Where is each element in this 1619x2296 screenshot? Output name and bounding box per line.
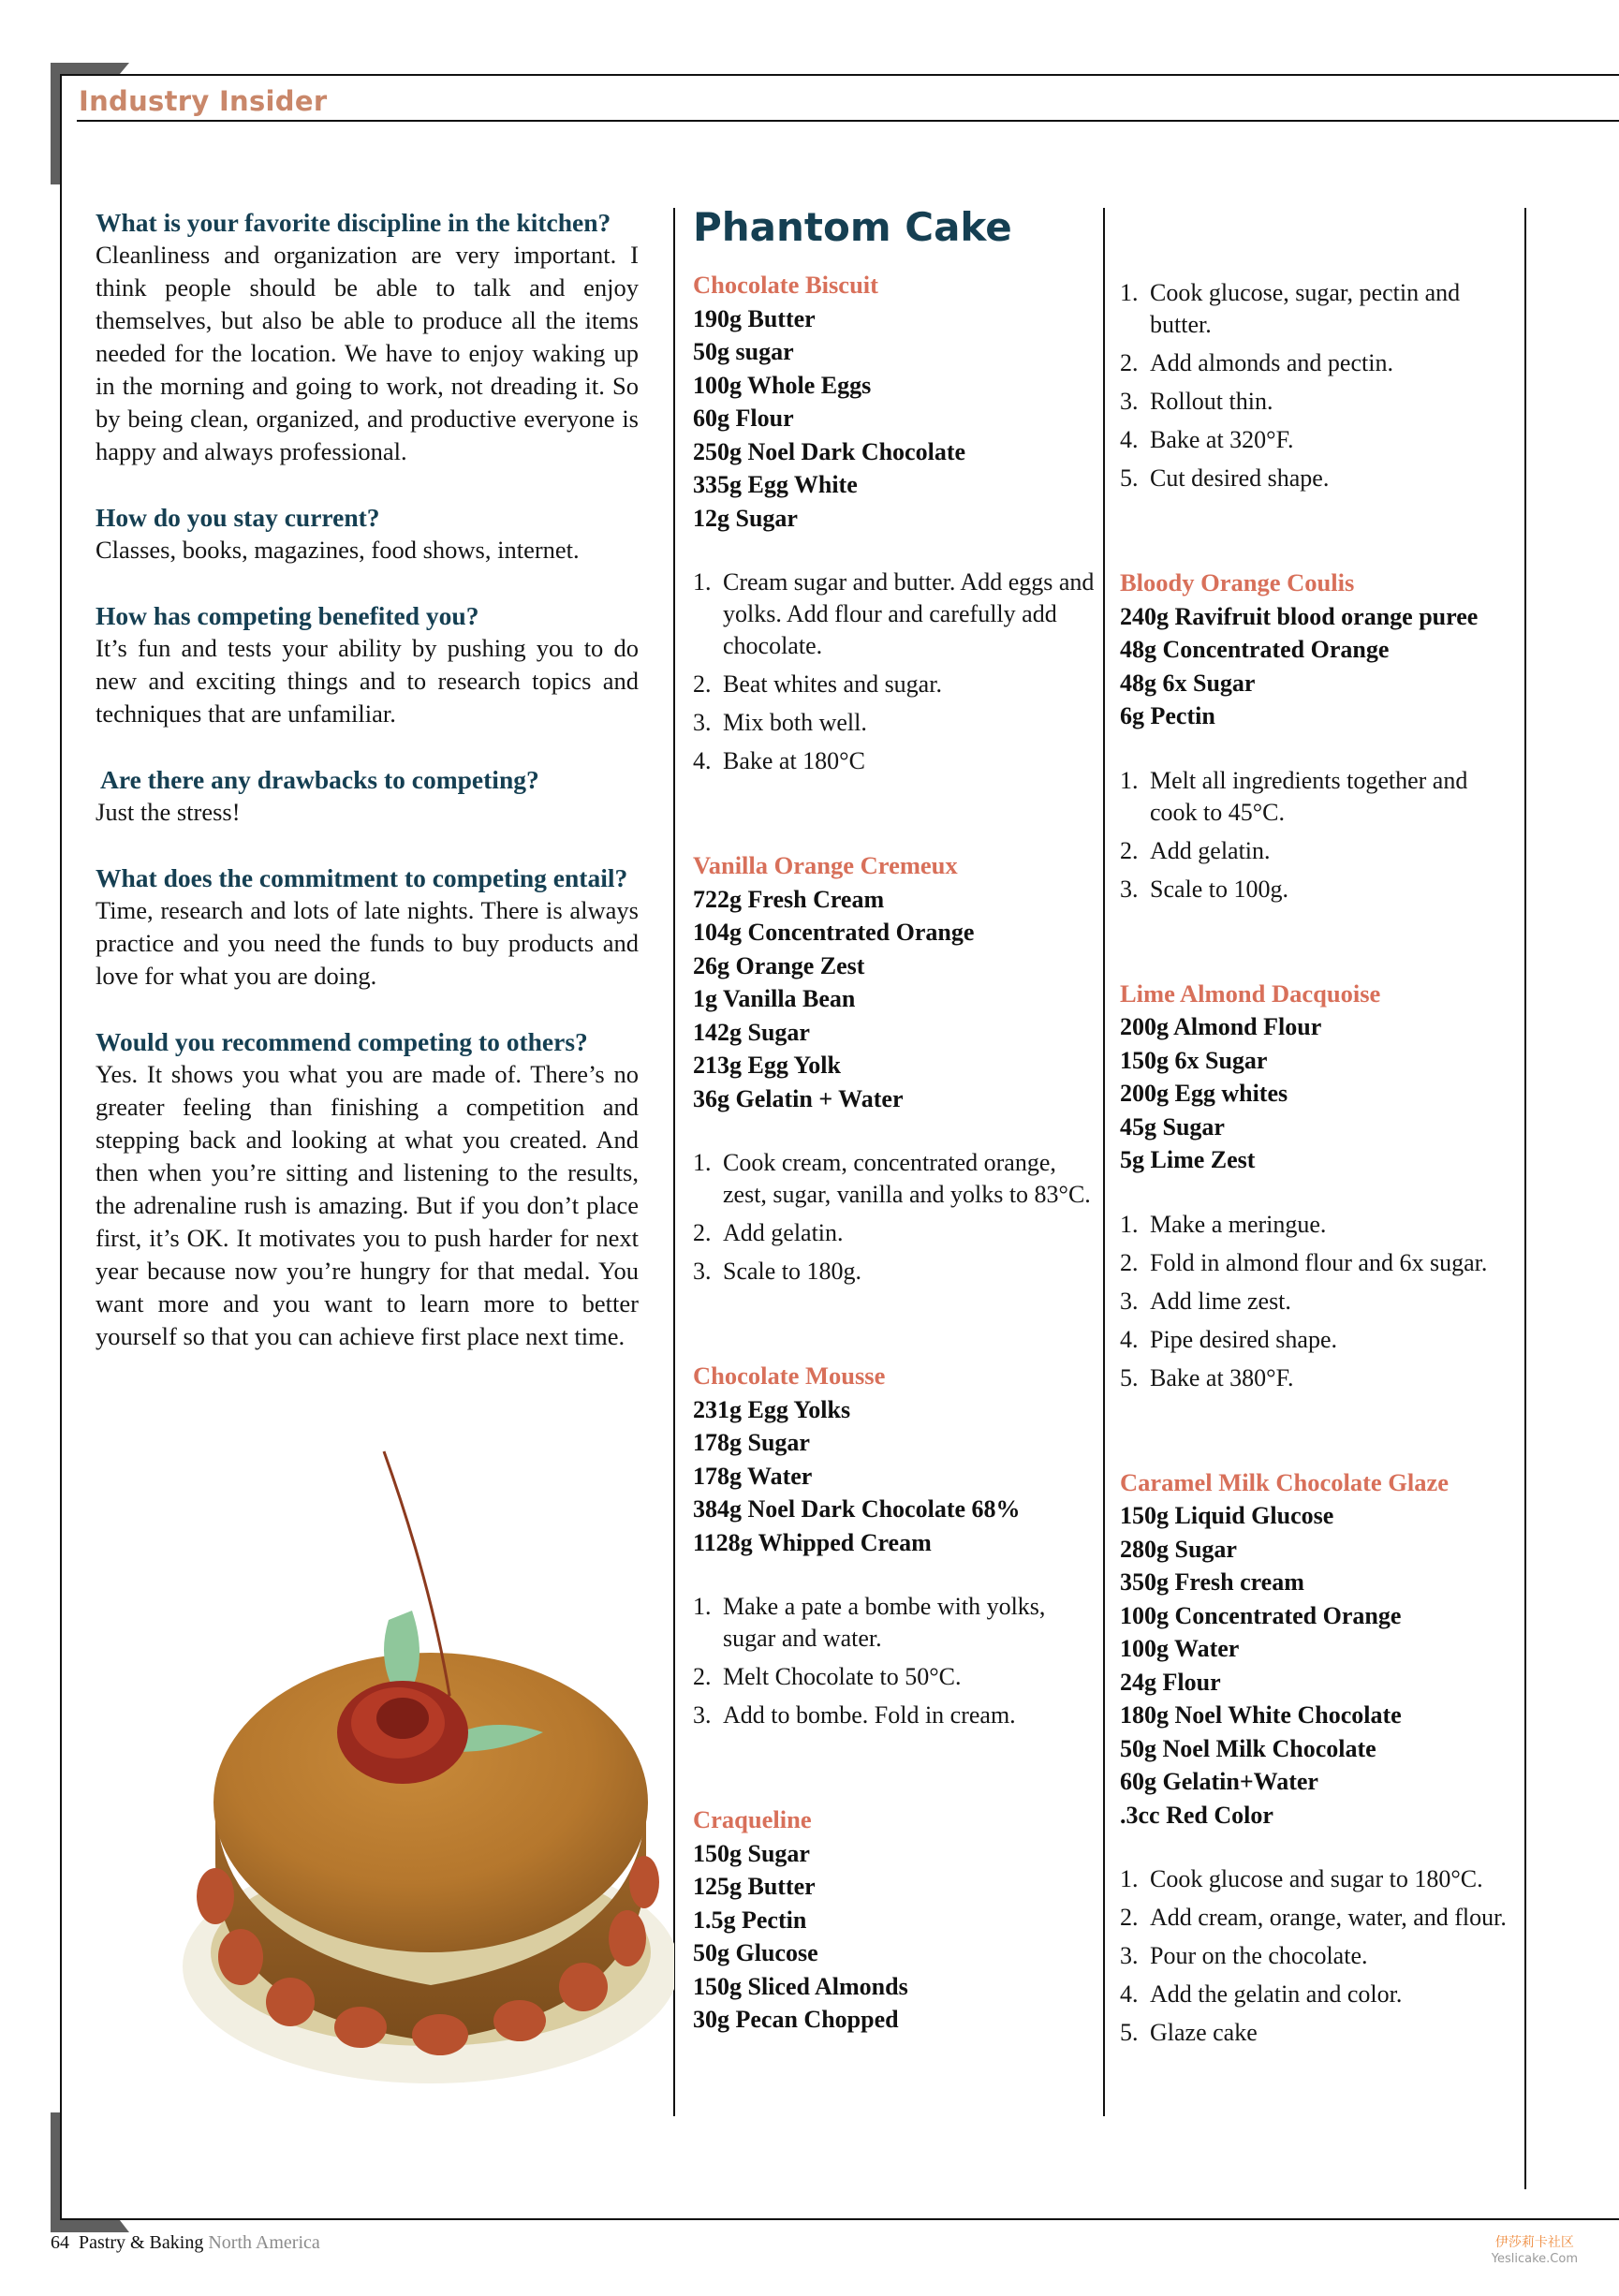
step-text: Cook glucose, sugar, pectin and butter. [1150, 279, 1461, 338]
method-step [1120, 1286, 1518, 1317]
step-text: Pour on the chocolate. [1150, 1942, 1368, 1969]
ingredient-line: .3cc Red Color [1120, 1801, 1273, 1829]
ingredient-line: 100g Whole Eggs [693, 371, 872, 399]
step-number: 5. [1120, 1363, 1139, 1391]
method-step [693, 1147, 1096, 1211]
ingredient-line: 180g Noel White Chocolate [1120, 1701, 1402, 1729]
method-step [1120, 1902, 1518, 1934]
ingredient-line: 125g Butter [693, 1873, 816, 1900]
step-text: Mix both well. [723, 709, 867, 736]
step-text: Beat whites and sugar. [723, 670, 942, 698]
step-number: 2. [1120, 1904, 1139, 1931]
method-step [693, 669, 1096, 700]
ingredient-line: 335g Egg White [693, 471, 858, 498]
ingredient-line: 384g Noel Dark Chocolate 68% [693, 1495, 1021, 1523]
component-heading: Bloody Orange Coulis [1120, 568, 1355, 596]
page-number: 64 [51, 2232, 69, 2253]
step-number: 2. [1120, 1248, 1139, 1276]
ingredient-line: 350g Fresh cream [1120, 1568, 1304, 1596]
page-footer [51, 2232, 320, 2254]
step-number: 2. [1120, 836, 1139, 864]
method-step [1120, 765, 1518, 829]
method-step [1120, 874, 1518, 905]
method-step [1120, 2017, 1518, 2049]
interview-answer: Time, research and lots of late nights. There is always practice and you need the funds to buy products and love for what you are doing. [96, 896, 639, 990]
interview-answer: Classes, books, magazines, food shows, internet. [96, 536, 580, 564]
step-number: 5. [1120, 2019, 1139, 2046]
watermark-cn: 伊莎莉卡社区 [1494, 2235, 1574, 2250]
ingredient-line: 30g Pecan Chopped [693, 2006, 899, 2033]
step-text: Rollout thin. [1150, 388, 1273, 415]
ingredient-line: 50g Glucose [693, 1939, 818, 1966]
step-text: Melt Chocolate to 50°C. [723, 1663, 962, 1690]
step-text: Add to bombe. Fold in cream. [723, 1701, 1016, 1729]
method-step [693, 1217, 1096, 1249]
ingredient-line: 6g Pectin [1120, 702, 1215, 729]
ingredient-line: 45g Sugar [1120, 1112, 1225, 1141]
component-heading: Craqueline [693, 1805, 812, 1833]
ingredient-line: 12g Sugar [693, 504, 798, 532]
step-number: 1. [1120, 1210, 1139, 1238]
ingredient-line: 200g Almond Flour [1120, 1013, 1322, 1040]
step-number: 3. [693, 709, 712, 736]
method-step [1120, 835, 1518, 867]
publication-subtitle: North America [208, 2232, 320, 2253]
step-text: Cut desired shape. [1150, 464, 1330, 492]
column-divider [1103, 208, 1105, 2116]
step-number: 5. [1120, 464, 1139, 492]
interview-answer: It’s fun and tests your ability by pushing you to do new and exciting things and to research topics and techniques that are unfamiliar. [96, 634, 639, 728]
step-text: Add lime zest. [1150, 1287, 1291, 1315]
step-number: 1. [1120, 279, 1139, 306]
component-heading: Vanilla Orange Cremeux [693, 851, 958, 879]
component-heading: Caramel Milk Chocolate Glaze [1120, 1467, 1450, 1496]
recipe-title: Phantom Cake [693, 204, 1012, 250]
section-title: Industry Insider [79, 85, 328, 117]
method-step [693, 1591, 1096, 1655]
ingredient-line: 178g Sugar [693, 1429, 810, 1456]
step-number: 1. [693, 568, 712, 596]
step-text: Scale to 100g. [1150, 875, 1289, 903]
interview-answer: Just the stress! [96, 798, 241, 826]
method-step [1120, 1362, 1518, 1394]
component-craqueline [693, 1803, 1096, 2037]
component-bloody-orange-coulis [1120, 567, 1518, 905]
step-number: 4. [1120, 1980, 1139, 2008]
component-heading: Chocolate Mousse [693, 1361, 886, 1390]
ingredient-line: 250g Noel Dark Chocolate [693, 437, 966, 465]
step-text: Add cream, orange, water, and flour. [1150, 1904, 1507, 1931]
component-chocolate-mousse [693, 1360, 1096, 1731]
method-step [1120, 1324, 1518, 1356]
ingredient-line: 48g 6x Sugar [1120, 669, 1256, 697]
method-step [693, 707, 1096, 739]
method-step [693, 1661, 1096, 1693]
component-heading: Lime Almond Dacquoise [1120, 979, 1381, 1008]
ingredient-line: 60g Gelatin+Water [1120, 1768, 1318, 1795]
method-step [1120, 1247, 1518, 1279]
ingredient-line: 100g Concentrated Orange [1120, 1601, 1402, 1629]
step-number: 3. [1120, 1287, 1139, 1315]
ingredient-line: 150g 6x Sugar [1120, 1046, 1268, 1074]
step-number: 3. [1120, 388, 1139, 415]
frame-border [60, 74, 62, 2219]
corner-decoration [51, 63, 129, 74]
ingredient-line: 142g Sugar [693, 1018, 810, 1046]
step-text: Add gelatin. [1150, 836, 1271, 864]
ingredient-line: 5g Lime Zest [1120, 1146, 1256, 1173]
method-step [693, 1700, 1096, 1731]
frame-border [60, 2218, 1619, 2220]
method-step [1120, 424, 1518, 456]
step-number: 3. [693, 1701, 712, 1729]
step-number: 3. [1120, 1942, 1139, 1969]
step-number: 2. [693, 1219, 712, 1246]
interview-column [96, 206, 639, 1353]
step-number: 1. [693, 1149, 712, 1176]
step-text: Cook glucose and sugar to 180°C. [1150, 1865, 1483, 1892]
ingredient-line: 200g Egg whites [1120, 1080, 1288, 1107]
ingredient-line: 26g Orange Zest [693, 951, 865, 979]
column-divider [1524, 208, 1526, 2189]
step-text: Bake at 320°F. [1150, 426, 1294, 453]
ingredient-line: 231g Egg Yolks [693, 1395, 851, 1423]
ingredient-line: 24g Flour [1120, 1668, 1221, 1696]
ingredient-line: 50g sugar [693, 338, 794, 365]
sugar-rose [337, 1681, 468, 1784]
step-text: Make a meringue. [1150, 1210, 1327, 1238]
interview-question: What is your favorite discipline in the kitchen? [96, 208, 611, 237]
step-number: 1. [693, 1593, 712, 1620]
ingredient-line: 100g Water [1120, 1635, 1240, 1662]
step-text: Pipe desired shape. [1150, 1325, 1338, 1353]
step-text: Cream sugar and butter. Add eggs and yolks. Add flour and carefully add chocolate. [723, 568, 1095, 659]
publication-name: Pastry & Baking [79, 2232, 204, 2253]
ingredient-line: 1g Vanilla Bean [693, 985, 856, 1012]
method-step [1120, 1209, 1518, 1241]
step-text: Add almonds and pectin. [1150, 349, 1393, 376]
ingredient-line: 213g Egg Yolk [693, 1052, 841, 1079]
interview-question: How has competing benefited you? [96, 601, 479, 630]
interview-question: How do you stay current? [96, 503, 380, 532]
component-heading: Chocolate Biscuit [693, 271, 878, 299]
ingredient-line: 178g Water [693, 1462, 813, 1490]
ingredient-line: 240g Ravifruit blood orange puree [1120, 602, 1479, 630]
component-chocolate-biscuit [693, 269, 1096, 777]
watermark-en: Yeslicake.Com [1491, 2252, 1578, 2266]
ingredient-line: 50g Noel Milk Chocolate [1120, 1734, 1376, 1762]
step-number: 4. [1120, 426, 1139, 453]
step-number: 4. [693, 747, 712, 774]
ingredient-line: 722g Fresh Cream [693, 885, 885, 913]
ingredient-line: 60g Flour [693, 405, 794, 432]
watermark [1492, 2234, 1578, 2268]
ingredient-line: 1128g Whipped Cream [693, 1528, 932, 1556]
corner-decoration [51, 2220, 129, 2232]
step-text: Glaze cake [1150, 2019, 1258, 2046]
step-text: Scale to 180g. [723, 1258, 862, 1285]
ingredient-line: 190g Butter [693, 304, 816, 332]
component-lime-almond-dacquoise [1120, 978, 1518, 1394]
step-text: Bake at 380°F. [1150, 1363, 1294, 1391]
step-number: 2. [1120, 349, 1139, 376]
method-step [1120, 386, 1518, 418]
ingredient-line: 36g Gelatin + Water [693, 1084, 904, 1112]
step-number: 2. [693, 670, 712, 698]
step-number: 3. [1120, 875, 1139, 903]
method-step [1120, 1979, 1518, 2010]
frame-border [60, 74, 1619, 76]
step-text: Make a pate a bombe with yolks, sugar and water. [723, 1593, 1046, 1652]
method-step [1120, 1863, 1518, 1895]
interview-answer: Cleanliness and organization are very important. I think people should be able to talk and enjoy themselves, but also be able to produce all the items needed for the location. We have to enjoy waking up in the morning and going to work, not dreading it. So by being clean, organized, and productive everyone is happy and always professional. [96, 241, 639, 465]
step-number: 3. [693, 1258, 712, 1285]
step-number: 2. [693, 1663, 712, 1690]
step-number: 1. [1120, 766, 1139, 794]
ingredient-line: 280g Sugar [1120, 1535, 1237, 1563]
ingredient-line: 150g Liquid Glucose [1120, 1502, 1334, 1529]
interview-question: Are there any drawbacks to competing? [100, 765, 539, 794]
ingredient-line: 1.5g Pectin [693, 1906, 807, 1934]
ingredient-line: 104g Concentrated Orange [693, 919, 975, 946]
step-text: Add gelatin. [723, 1219, 844, 1246]
component-caramel-milk-chocolate-glaze [1120, 1466, 1518, 2050]
recipe-column-3 [1120, 277, 1518, 2055]
method-step [693, 1256, 1096, 1288]
header-rule [77, 120, 1619, 122]
interview-answer: Yes. It shows you what you are made of. There’s no greater feeling than finishing a competition and stepping back and looking at what you created. And then when you’re sitting and listening to the results, the adrenaline rush is amazing. But if you don’t place first, it’s OK. It motivates you to push harder for next year because now you’re hungry for that medal. You want more and you want to learn more to better yourself so that you can achieve first place next time. [96, 1060, 639, 1350]
method-step [1120, 277, 1518, 341]
method-step [1120, 1940, 1518, 1972]
step-text: Add the gelatin and color. [1150, 1980, 1403, 2008]
component-vanilla-orange-cremeux [693, 849, 1096, 1288]
method-step [1120, 463, 1518, 494]
method-step [693, 745, 1096, 777]
cake-photo [150, 1442, 674, 2097]
ingredient-line: 48g Concentrated Orange [1120, 636, 1390, 663]
step-text: Fold in almond flour and 6x sugar. [1150, 1248, 1488, 1276]
step-text: Bake at 180°C [723, 747, 865, 774]
step-number: 1. [1120, 1865, 1139, 1892]
step-text: Cook cream, concentrated orange, zest, sugar, vanilla and yolks to 83°C. [723, 1149, 1091, 1208]
ingredient-line: 150g Sliced Almonds [693, 1972, 908, 2000]
method-step [693, 567, 1096, 662]
method-step [1120, 347, 1518, 379]
interview-question: What does the commitment to competing entail? [96, 863, 628, 892]
ingredient-line: 150g Sugar [693, 1839, 810, 1867]
step-text: Melt all ingredients together and cook to 45°C. [1150, 766, 1468, 826]
recipe-column-2 [693, 201, 1096, 2037]
step-number: 4. [1120, 1325, 1139, 1353]
interview-question: Would you recommend competing to others? [96, 1027, 588, 1056]
